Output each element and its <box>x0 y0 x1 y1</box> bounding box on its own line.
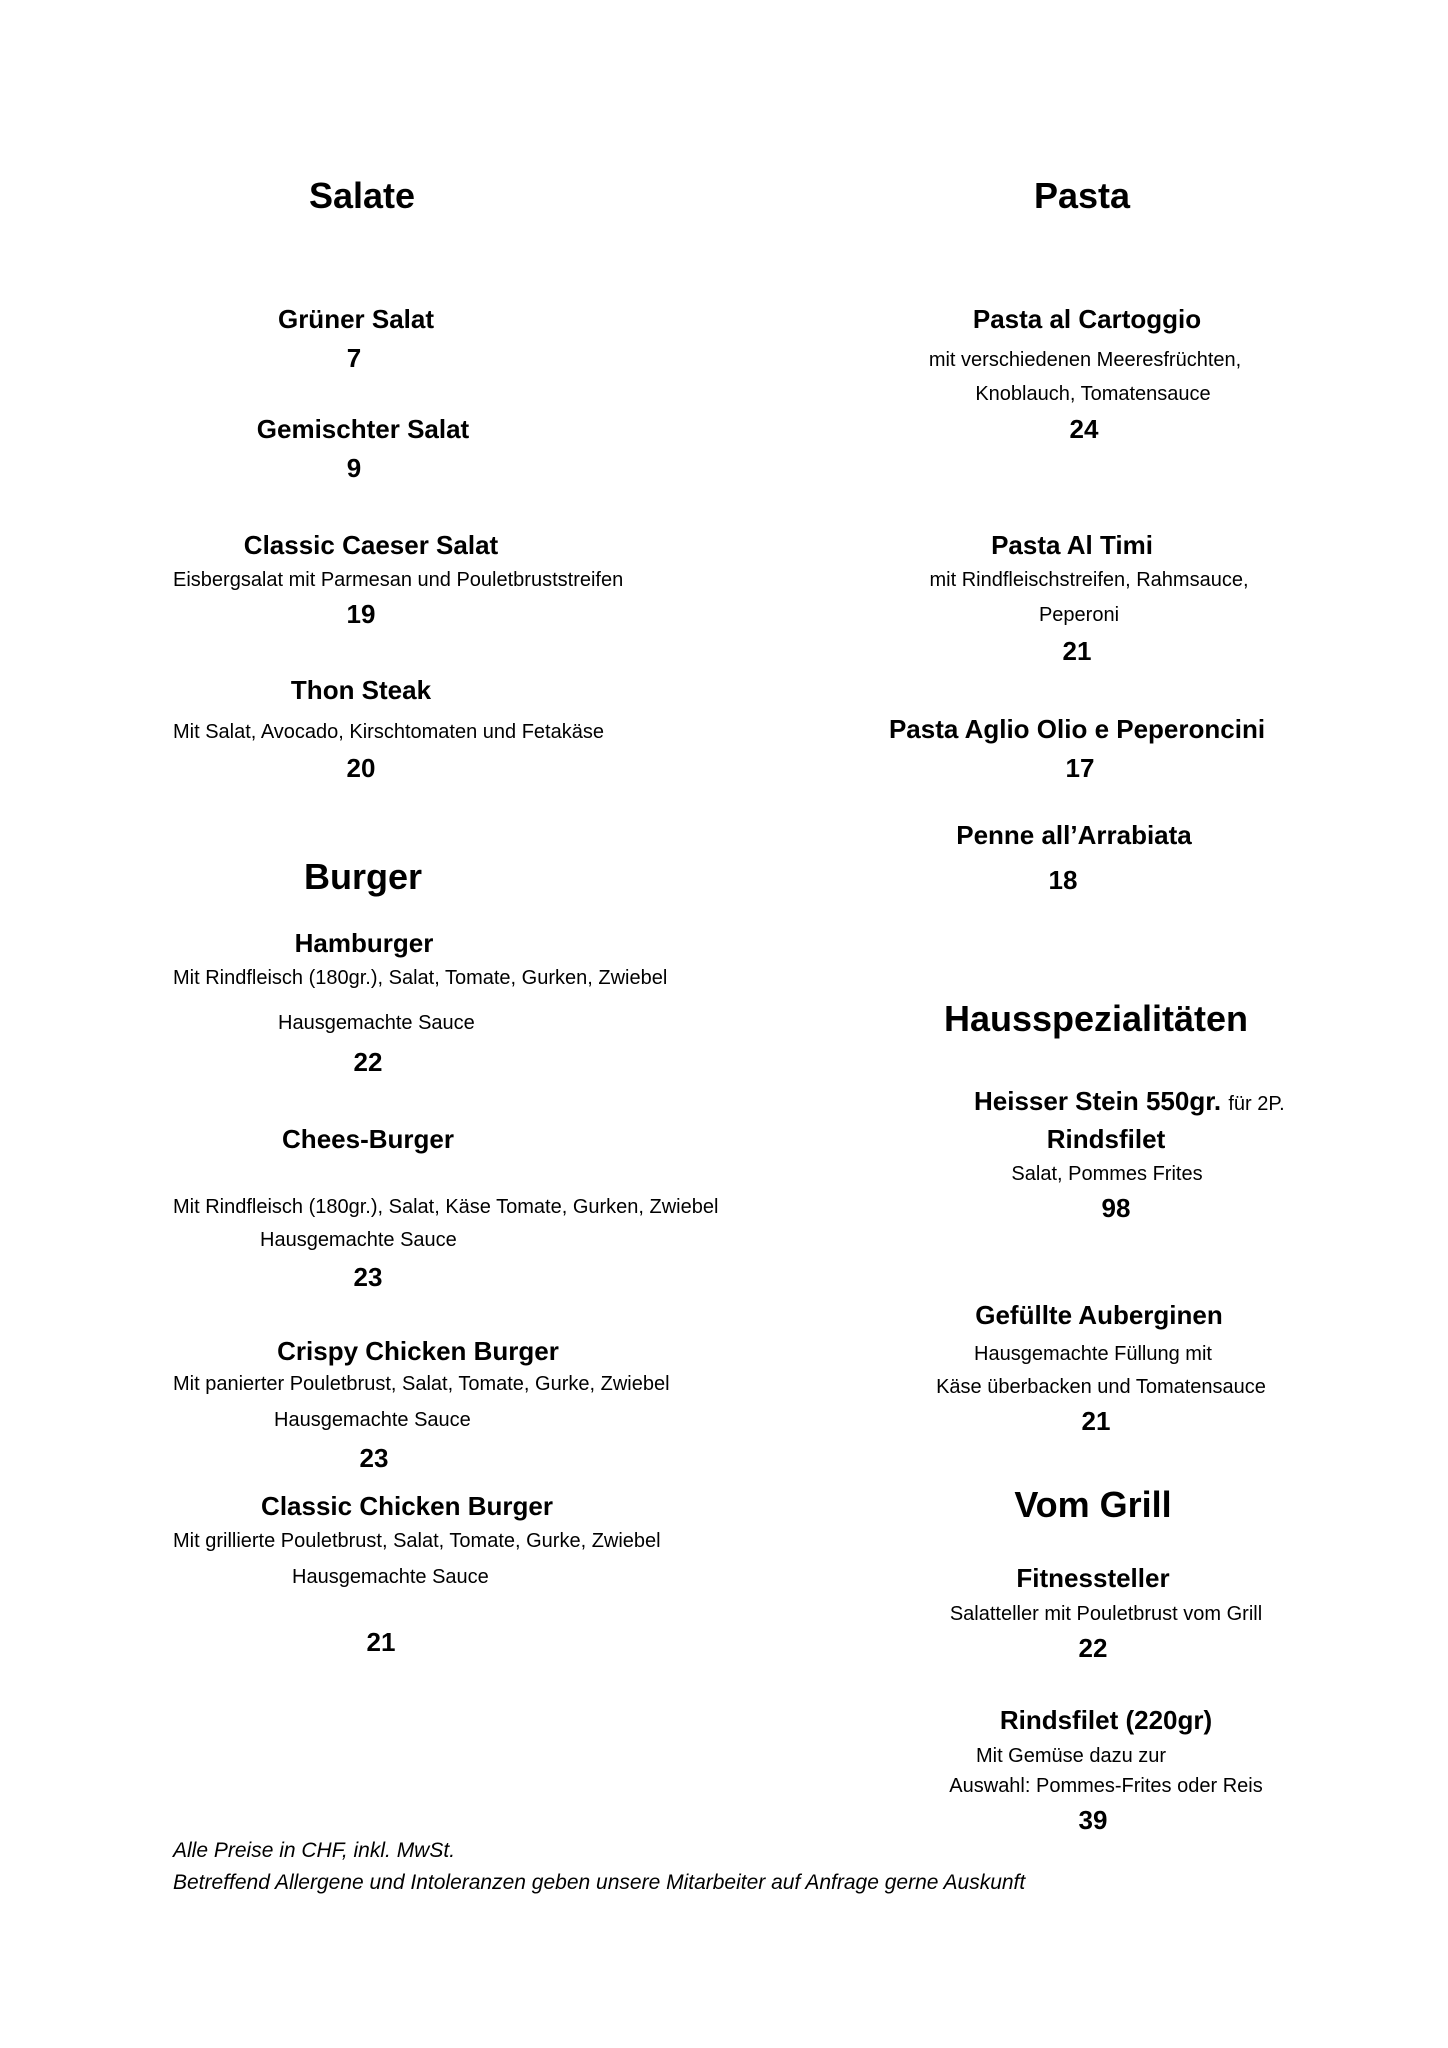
item-name: Crispy Chicken Burger <box>277 1336 559 1366</box>
item-price: 19 <box>346 599 376 629</box>
item-name: Hamburger <box>294 928 434 958</box>
item-subname: Rindsfilet <box>1046 1124 1166 1154</box>
item-description: Hausgemachte Sauce <box>260 1229 457 1251</box>
item-description: Mit Rindfleisch (180gr.), Salat, Tomate, Gurken, Zwiebel <box>173 967 668 989</box>
item-price: 21 <box>366 1627 396 1657</box>
section-title-salate: Salate <box>308 175 416 216</box>
item-price: 20 <box>346 753 376 783</box>
item-description: Hausgemachte Sauce <box>278 1012 475 1034</box>
item-name: Pasta Al Timi <box>991 530 1153 560</box>
item-note: für 2P. <box>1228 1093 1285 1115</box>
item-price: 9 <box>346 453 362 483</box>
item-name: Gefüllte Auberginen <box>975 1300 1223 1330</box>
item-description: mit Rindfleischstreifen, Rahmsauce, <box>929 569 1249 591</box>
item-description: Eisbergsalat mit Parmesan und Pouletbruststreifen <box>173 569 624 591</box>
section-title-hausspezialitaeten: Hausspezialitäten <box>943 998 1249 1039</box>
item-name: Pasta Aglio Olio e Peperoncini <box>888 714 1266 744</box>
item-price: 98 <box>1101 1193 1131 1223</box>
item-name: Grüner Salat <box>277 304 435 334</box>
item-description: Hausgemachte Füllung mit <box>974 1343 1212 1365</box>
item-price: 22 <box>353 1047 383 1077</box>
item-name: Fitnessteller <box>1016 1563 1170 1593</box>
item-name: Gemischter Salat <box>256 414 470 444</box>
item-description: Mit panierter Pouletbrust, Salat, Tomate, Gurke, Zwiebel <box>173 1373 670 1395</box>
price-note: Alle Preise in CHF, inkl. MwSt. <box>173 1839 456 1862</box>
item-name: Chees-Burger <box>282 1124 454 1154</box>
item-description: mit verschiedenen Meeresfrüchten, <box>928 349 1242 371</box>
item-name: Rindsfilet (220gr) <box>999 1705 1213 1735</box>
item-description: Peperoni <box>1038 604 1120 626</box>
item-name: Classic Chicken Burger <box>261 1491 553 1521</box>
item-price: 17 <box>1065 753 1095 783</box>
item-price: 39 <box>1078 1805 1108 1835</box>
item-description: Käse überbacken und Tomatensauce <box>936 1376 1266 1398</box>
item-description: Mit Rindfleisch (180gr.), Salat, Käse Tomate, Gurken, Zwiebel <box>173 1196 719 1218</box>
section-title-burger: Burger <box>303 856 423 897</box>
section-title-vom-grill: Vom Grill <box>1014 1484 1172 1525</box>
item-description: Salatteller mit Pouletbrust vom Grill <box>949 1603 1263 1625</box>
item-price: 7 <box>346 343 362 373</box>
item-price: 23 <box>353 1262 383 1292</box>
item-description: Mit Gemüse dazu zur <box>975 1745 1167 1767</box>
item-description: Auswahl: Pommes-Frites oder Reis <box>949 1775 1263 1797</box>
item-name: Penne all’Arrabiata <box>956 820 1192 850</box>
item-description: Hausgemachte Sauce <box>274 1409 471 1431</box>
item-price: 21 <box>1062 636 1092 666</box>
item-description: Mit Salat, Avocado, Kirschtomaten und Fetakäse <box>173 721 604 743</box>
item-name: Pasta al Cartoggio <box>972 304 1202 334</box>
item-name-text: Heisser Stein 550gr. <box>974 1086 1222 1116</box>
item-price: 21 <box>1081 1406 1111 1436</box>
item-description: Hausgemachte Sauce <box>292 1566 489 1588</box>
item-name <box>974 1086 1285 1117</box>
item-description: Knoblauch, Tomatensauce <box>975 383 1211 405</box>
item-price: 22 <box>1078 1633 1108 1663</box>
allergen-note: Betreffend Allergene und Intoleranzen geben unsere Mitarbeiter auf Anfrage gerne Auskunft <box>173 1871 1026 1894</box>
item-description: Mit grillierte Pouletbrust, Salat, Tomate, Gurke, Zwiebel <box>173 1530 661 1552</box>
section-title-pasta: Pasta <box>1033 175 1131 216</box>
item-name: Thon Steak <box>290 675 432 705</box>
item-description: Salat, Pommes Frites <box>1011 1163 1203 1185</box>
item-name: Classic Caeser Salat <box>243 530 499 560</box>
item-price: 23 <box>359 1443 389 1473</box>
item-price: 24 <box>1069 414 1099 444</box>
item-price: 18 <box>1048 865 1078 895</box>
